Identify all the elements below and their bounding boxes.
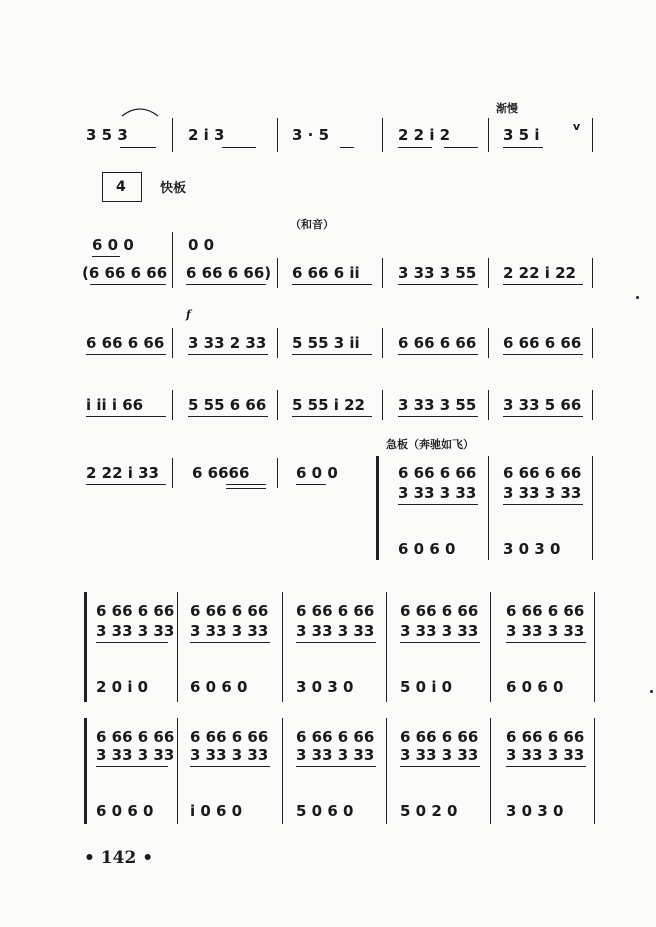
measure-r3-2: 3 33 2 33 (188, 334, 267, 352)
barline (177, 718, 178, 824)
measure-s2u1-5: 6 66 6 66 (506, 728, 585, 746)
section-box (102, 172, 142, 202)
barline (277, 258, 278, 288)
underline (400, 642, 480, 643)
measure-s2u2-2: 3 33 3 33 (190, 746, 269, 764)
underline (90, 284, 166, 285)
underline (503, 416, 583, 417)
section-number: 4 (116, 179, 126, 195)
tempo-marking: 快板 (160, 181, 187, 196)
measure-r4-1: i ii i 66 (86, 396, 144, 414)
system-bracket (376, 456, 383, 560)
barline (592, 456, 593, 560)
scan-speck (650, 690, 653, 693)
measure-s2u1-1: 6 66 6 66 (96, 728, 175, 746)
underline (92, 256, 120, 257)
measure-r3-1: 6 66 6 66 (86, 334, 165, 352)
scan-speck (636, 296, 639, 299)
barline (592, 118, 593, 152)
measure-r2a-2: 0 0 (188, 236, 215, 254)
measure-s2u1-4: 6 66 6 66 (400, 728, 479, 746)
measure-r2b-5: 2 22 i 22 (503, 264, 576, 282)
measure-r3-4: 6 66 6 66 (398, 334, 477, 352)
measure-s2u1-2: 6 66 6 66 (190, 728, 269, 746)
barline (594, 718, 595, 824)
measure-s1u1-3: 6 66 6 66 (296, 602, 375, 620)
measure-s1u2-3: 3 33 3 33 (296, 622, 375, 640)
measure-r2a-1: 6 0 0 (92, 236, 134, 254)
measure-r5l-1: 6 0 6 0 (398, 540, 456, 558)
underline (340, 147, 354, 148)
measure-s2l-5: 3 0 3 0 (506, 802, 564, 820)
underline (296, 766, 376, 767)
barline (488, 328, 489, 358)
barline (382, 258, 383, 288)
barline (277, 328, 278, 358)
measure-s1l-2: 6 0 6 0 (190, 678, 248, 696)
underline (226, 488, 266, 489)
barline (382, 118, 383, 152)
barline (488, 118, 489, 152)
underline (506, 766, 586, 767)
underline (190, 642, 270, 643)
underline (398, 504, 478, 505)
measure-r2b-4: 3 33 3 55 (398, 264, 477, 282)
barline (594, 592, 595, 702)
system-bracket (84, 718, 91, 824)
barline (277, 118, 278, 152)
measure-s1l-5: 6 0 6 0 (506, 678, 564, 696)
measure-r5u-3: 6 66 6 66 (503, 464, 582, 482)
measure-s1u2-2: 3 33 3 33 (190, 622, 269, 640)
barline (488, 456, 489, 560)
measure-s1u2-5: 3 33 3 33 (506, 622, 585, 640)
underline (506, 642, 586, 643)
measure-r2b-2: 6 66 6 66) (186, 264, 272, 282)
barline (282, 592, 283, 702)
page-number: • 142 • (84, 848, 154, 868)
barline (172, 390, 173, 420)
measure-s1l-4: 5 0 i 0 (400, 678, 453, 696)
barline (592, 258, 593, 288)
underline (292, 284, 372, 285)
measure-r5-3: 6 0 0 (296, 464, 338, 482)
underline (190, 766, 270, 767)
barline (490, 592, 491, 702)
underline (226, 484, 266, 485)
barline (488, 390, 489, 420)
breath-mark: v (573, 120, 581, 133)
barline (490, 718, 491, 824)
measure-r4-2: 5 55 6 66 (188, 396, 267, 414)
annotation-jiban: 急板（奔驰如飞） (386, 438, 474, 451)
underline (186, 284, 266, 285)
underline (188, 416, 268, 417)
measure-s1u1-4: 6 66 6 66 (400, 602, 479, 620)
measure-s2u2-3: 3 33 3 33 (296, 746, 375, 764)
underline (296, 484, 326, 485)
underline (444, 147, 478, 148)
measure-r5u-4: 3 33 3 33 (503, 484, 582, 502)
barline (592, 328, 593, 358)
underline (120, 147, 156, 148)
underline (222, 147, 256, 148)
underline (398, 147, 432, 148)
forte-mark: f (186, 308, 191, 321)
underline (86, 416, 166, 417)
measure-s1u1-2: 6 66 6 66 (190, 602, 269, 620)
underline (398, 416, 478, 417)
measure-s1u2-4: 3 33 3 33 (400, 622, 479, 640)
underline (296, 642, 376, 643)
underline (86, 484, 166, 485)
measure-s2l-1: 6 0 6 0 (96, 802, 154, 820)
measure-r5u-2: 3 33 3 33 (398, 484, 477, 502)
measure-s2u2-4: 3 33 3 33 (400, 746, 479, 764)
measure-s1u1-1: 6 66 6 66 (96, 602, 175, 620)
measure-r1-3: 3 · 5 (292, 126, 330, 144)
measure-r5l-2: 3 0 3 0 (503, 540, 561, 558)
measure-r1-4: 2 2 i 2 (398, 126, 451, 144)
measure-s1l-3: 3 0 3 0 (296, 678, 354, 696)
measure-r4-3: 5 55 i 22 (292, 396, 365, 414)
underline (188, 354, 268, 355)
annotation-jianman: 渐慢 (496, 102, 518, 115)
measure-s2u2-1: 3 33 3 33 (96, 746, 175, 764)
barline (386, 718, 387, 824)
barline (277, 458, 278, 488)
underline (292, 354, 372, 355)
barline (282, 718, 283, 824)
underline (503, 504, 583, 505)
system-bracket (84, 592, 91, 702)
measure-r4-4: 3 33 3 55 (398, 396, 477, 414)
measure-s2l-4: 5 0 2 0 (400, 802, 458, 820)
slur-mark (120, 102, 160, 118)
underline (398, 284, 478, 285)
underline (96, 642, 168, 643)
measure-r4-5: 3 33 5 66 (503, 396, 582, 414)
measure-r3-5: 6 66 6 66 (503, 334, 582, 352)
barline (172, 232, 173, 288)
barline (277, 390, 278, 420)
barline (382, 390, 383, 420)
measure-s1l-1: 2 0 i 0 (96, 678, 149, 696)
barline (177, 592, 178, 702)
underline (292, 416, 372, 417)
measure-r5-2: 6 6666 (192, 464, 250, 482)
measure-s2u1-3: 6 66 6 66 (296, 728, 375, 746)
measure-s2l-2: i 0 6 0 (190, 802, 243, 820)
measure-s2l-3: 5 0 6 0 (296, 802, 354, 820)
barline (488, 258, 489, 288)
measure-r5u-1: 6 66 6 66 (398, 464, 477, 482)
measure-s1u2-1: 3 33 3 33 (96, 622, 175, 640)
measure-r5-1: 2 22 i 33 (86, 464, 159, 482)
underline (503, 284, 583, 285)
underline (503, 354, 583, 355)
annotation-heyin: （和音） (290, 218, 334, 231)
underline (503, 147, 543, 148)
measure-s2u2-5: 3 33 3 33 (506, 746, 585, 764)
barline (592, 390, 593, 420)
barline (172, 328, 173, 358)
underline (398, 354, 478, 355)
measure-r1-5: 3 5 i (503, 126, 540, 144)
barline (386, 592, 387, 702)
measure-r1-1: 3 5 3 (86, 126, 128, 144)
barline (172, 118, 173, 152)
measure-r3-3: 5 55 3 ii (292, 334, 360, 352)
underline (86, 354, 166, 355)
measure-r2b-1: (6 66 6 66 (82, 264, 168, 282)
underline (400, 766, 480, 767)
measure-r1-2: 2 i 3 (188, 126, 225, 144)
underline (96, 766, 168, 767)
barline (382, 328, 383, 358)
barline (172, 458, 173, 488)
measure-r2b-3: 6 66 6 ii (292, 264, 360, 282)
measure-s1u1-5: 6 66 6 66 (506, 602, 585, 620)
